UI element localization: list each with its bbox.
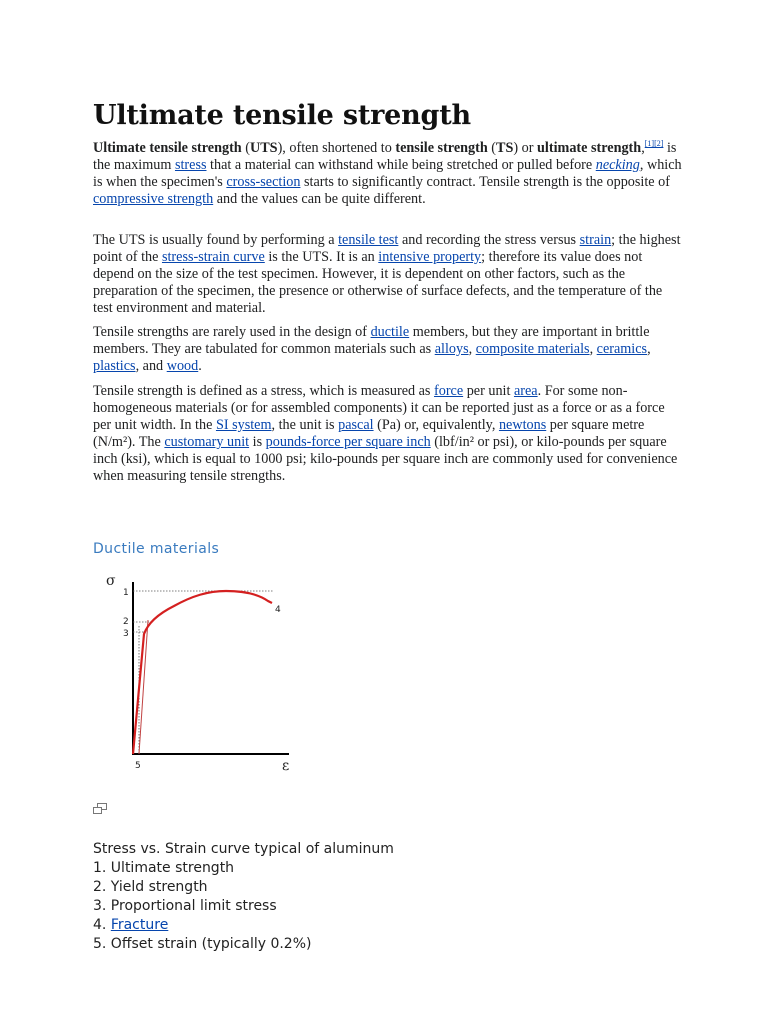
caption-item-yield-strength: 2. Yield strength bbox=[93, 879, 208, 895]
link-force[interactable]: force bbox=[434, 383, 464, 399]
link-pascal[interactable]: pascal bbox=[338, 417, 374, 433]
label-1: 1 bbox=[123, 588, 129, 598]
x-axis-symbol: ε bbox=[282, 758, 290, 774]
intro-paragraph: Ultimate tensile strength (UTS), often shortened to tensile strength (TS) or ultimate strength,[1][2] is the maximum stress that a material can withstand while being stretched or pulled before necking, which is when the specimen's cross-section starts to significantly contract. Tensile strength is the opposite of compressive strength and the values can be quite different. bbox=[93, 139, 682, 207]
caption-item-offset-strain: 5. Offset strain (typically 0.2%) bbox=[93, 936, 312, 952]
link-intensive-property[interactable]: intensive property bbox=[378, 249, 482, 265]
link-stress-strain-curve[interactable]: stress-strain curve bbox=[161, 249, 265, 265]
link-stress[interactable]: stress bbox=[174, 157, 207, 173]
link-tensile-test[interactable]: tensile test bbox=[338, 232, 399, 248]
link-pounds-force-per-square-inch[interactable]: pounds-force per square inch bbox=[265, 434, 431, 450]
link-plastics[interactable]: plastics bbox=[93, 358, 136, 374]
term-ts: TS bbox=[496, 140, 514, 156]
label-2: 2 bbox=[123, 617, 129, 627]
stress-strain-diagram bbox=[96, 568, 306, 778]
materials-paragraph: Tensile strengths are rarely used in the design of ductile members, but they are important in brittle members. They are tabulated for common materials such as alloys, composite materials, ceramics, plastics, and wood. bbox=[93, 324, 651, 374]
caption-title: Stress vs. Strain curve typical of aluminum bbox=[93, 841, 394, 857]
section-heading-ductile-materials: Ductile materials bbox=[93, 541, 220, 557]
y-axis-symbol: σ bbox=[106, 573, 116, 589]
link-area[interactable]: area bbox=[513, 383, 538, 399]
link-ductile[interactable]: ductile bbox=[370, 324, 410, 340]
page-title: Ultimate tensile strength bbox=[93, 100, 471, 131]
caption-item-ultimate-strength: 1. Ultimate strength bbox=[93, 860, 235, 876]
link-compressive-strength[interactable]: compressive strength bbox=[93, 191, 214, 207]
figure-caption bbox=[93, 840, 394, 954]
link-necking[interactable]: necking bbox=[595, 157, 640, 173]
label-4: 4 bbox=[275, 605, 281, 615]
uts-test-paragraph: The UTS is usually found by performing a tensile test and recording the stress versus strain; the highest point of the stress-strain curve is the UTS. It is an intensive property; therefore its value does not depend on the size of the test specimen. However, it is dependent on other factors, such as the preparation of the specimen, the presence or otherwise of surface defects, and the temperature of the test environment and material. bbox=[93, 232, 681, 316]
term-uts-full: Ultimate tensile strength bbox=[93, 140, 242, 156]
caption-item-proportional-limit: 3. Proportional limit stress bbox=[93, 898, 277, 914]
link-customary-unit[interactable]: customary unit bbox=[164, 434, 250, 450]
reference-link[interactable]: [1][2] bbox=[644, 139, 664, 148]
enlarge-icon[interactable] bbox=[93, 803, 107, 814]
link-ceramics[interactable]: ceramics bbox=[596, 341, 648, 357]
caption-item-fracture: 4. Fracture bbox=[93, 917, 169, 933]
link-fracture[interactable]: Fracture bbox=[110, 917, 169, 933]
label-3: 3 bbox=[123, 629, 129, 639]
link-newtons[interactable]: newtons bbox=[498, 417, 547, 433]
term-tensile-strength: tensile strength bbox=[395, 140, 488, 156]
units-paragraph: Tensile strength is defined as a stress, which is measured as force per unit area. For some non-homogeneous materials (or for assembled components) it can be reported just as a force or as a force per unit width. In the SI system, the unit is pascal (Pa) or, equivalently, newtons per square metre (N/m²). The customary unit is pounds-force per square inch (lbf/in² or psi), or kilo-pounds per square inch (ksi), which is equal to 1000 psi; kilo-pounds per square inch are commonly used for convenience when measuring tensile strengths. bbox=[93, 383, 678, 484]
link-wood[interactable]: wood bbox=[166, 358, 199, 374]
term-ultimate-strength: ultimate strength bbox=[537, 140, 642, 156]
link-si-system[interactable]: SI system bbox=[215, 417, 272, 433]
label-5: 5 bbox=[135, 761, 141, 771]
term-uts: UTS bbox=[249, 140, 278, 156]
link-alloys[interactable]: alloys bbox=[434, 341, 469, 357]
link-cross-section[interactable]: cross-section bbox=[226, 174, 301, 190]
link-strain[interactable]: strain bbox=[579, 232, 612, 248]
link-composite-materials[interactable]: composite materials bbox=[475, 341, 590, 357]
stress-strain-curve bbox=[133, 591, 272, 754]
